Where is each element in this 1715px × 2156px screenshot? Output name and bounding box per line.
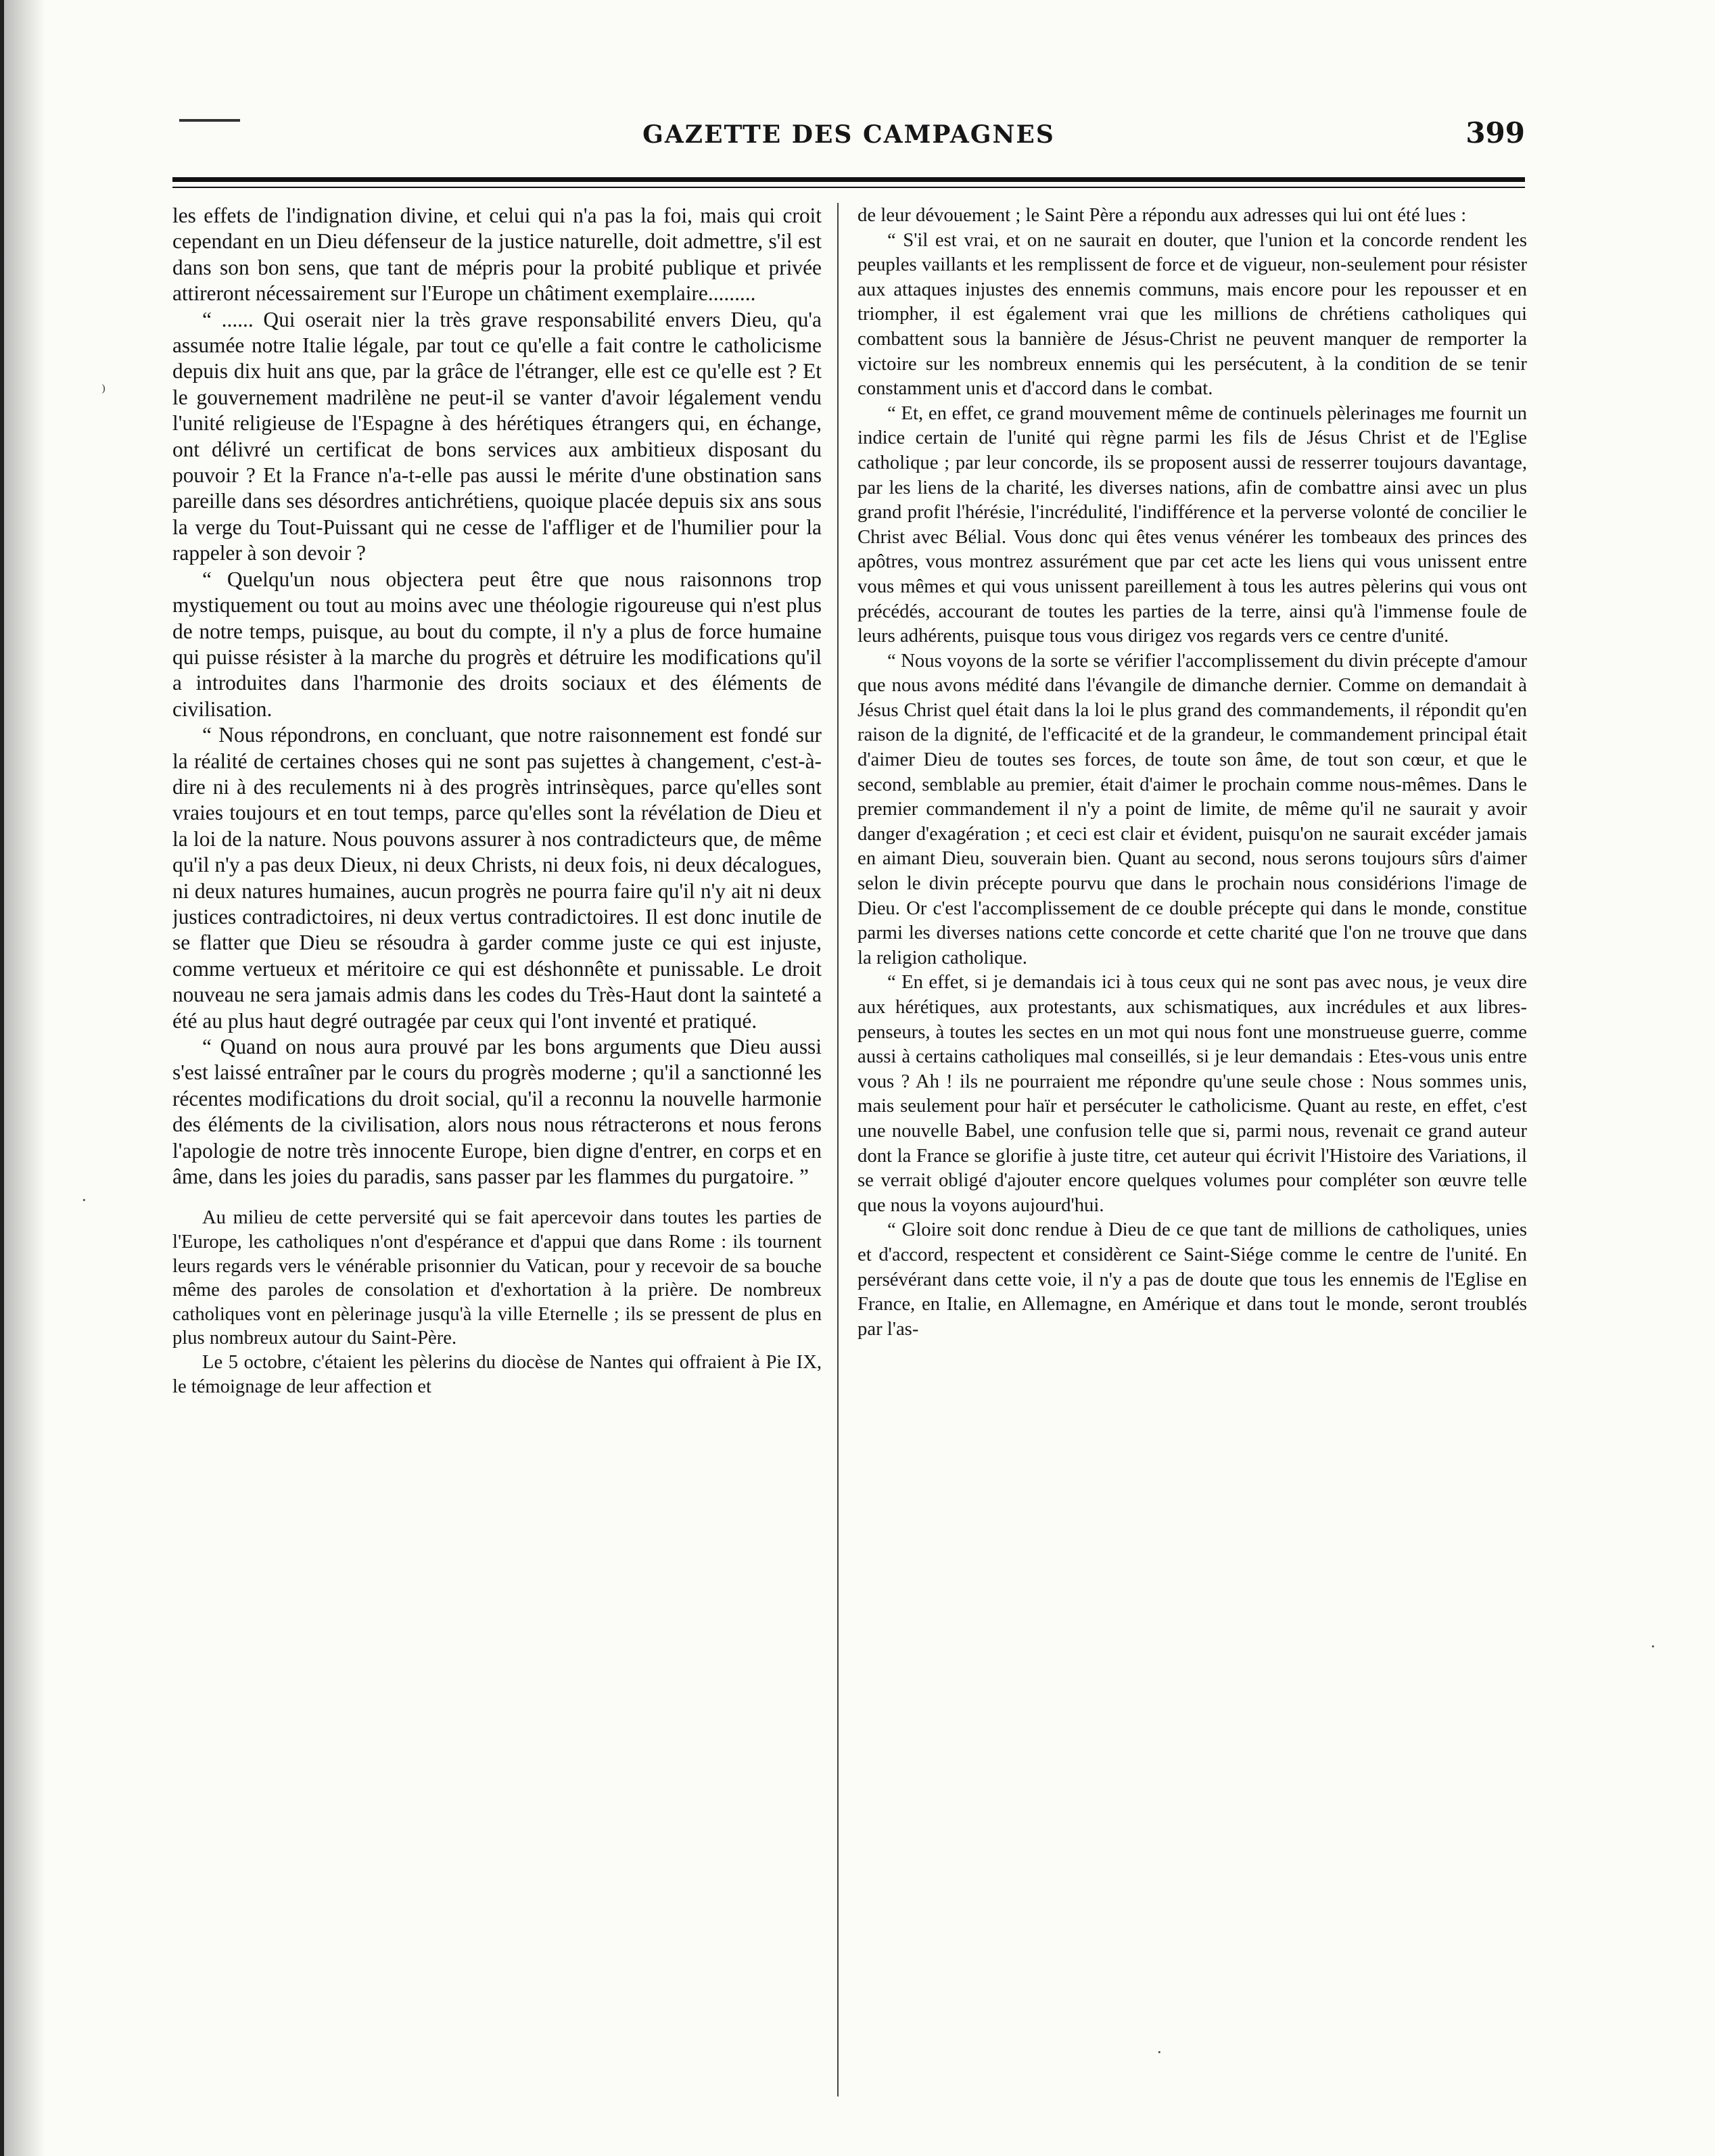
paragraph: “ Et, en effet, ce grand mouvement même de continuels pèlerinages me fournit un indice certain de l'unité qui règne parmi les fils de Jésus Christ et de l'Eglise catholique ; par leur concorde, ils se proposent aussi de resserrer toujours davantage, par les liens de la charité, les diverses nations, afin de combattre ainsi avec un plus grand profit l'hérésie, l'incrédulité, l'indifférence et la perverse volonté de concilier le Christ avec Bélial. Vous donc qui êtes venus vénérer les tombeaux des princes des apôtres, vous montrez assurément que par cet acte les liens qui vous unissent entre vous mêmes et qui vous unissent pareillement à tous les autres pèlerins qui vous ont précédés, accourant de toutes les parties de la terre, ainsi qu'à l'immense foule de leurs adhérents, puisque tous vous dirigez vos regards vers ce centre d'unité. [858,402,1527,647]
paragraph: les effets de l'indignation divine, et celui qui n'a pas la foi, mais qui croit cependant en un Dieu défenseur de la justice naturelle, doit admettre, s'il est dans son bon sens, que tant de mépris pour la probité publique et privée attireront nécessairement sur l'Europe un châtiment exemplaire......... [172,204,822,306]
paragraph: de leur dévouement ; le Saint Père a répondu aux adresses qui lui ont été lues : [858,204,1467,226]
header-rule-thin [172,187,1525,188]
paragraph: “ Quelqu'un nous objectera peut être que nous raisonnons trop mystiquement ou tout au moins avec une théologie rigoureuse qui n'est plus de notre temps, puisque, au bout du compte, il n'y a plus de force humaine qui puisse résister à la marche du progrès et détruire les modifications qu'il a introduites dans l'harmonie des droits sociaux et des éléments de civilisation. [172,567,822,721]
paragraph: “ Gloire soit donc rendue à Dieu de ce que tant de millions de catholiques, unies et d'accord, respectent et considèrent ce Saint-Siége comme le centre de l'unité. En persévérant dans cette voie, il n'y a pas de doute que tous les ennemis de l'Eglise en France, en Italie, en Allemagne, en Amérique et dans tout le monde, seront troublés par l'as- [858,1219,1527,1340]
ink-speck: · [81,1190,87,1210]
ink-speck: · [1156,2042,1162,2062]
paragraph: “ En effet, si je demandais ici à tous ceux qui ne sont pas avec nous, je veux dire aux hérétiques, aux protestants, aux schismatiques, aux incrédules et aux libres-penseurs, à toutes les sectes en un mot qui nous font une monstrueuse guerre, comme aussi à certains catholiques mal conseillés, si je leur demandais : Etes-vous unis entre vous ? Ah ! ils ne pourraient me répondre qu'une seule chose : Nous sommes unis, mais seulement pour haïr et persécuter le catholicisme. Quant au reste, en effet, c'est une nouvelle Babel, une confusion telle que si, parmi nous, revenait ce grand auteur dont la France se glorifie à juste titre, cet auteur qui écrivit l'Histoire des Variations, il se verrait obligé d'ajouter encore quelques volumes pour compléter son œuvre telle que nous la voyons aujourd'hui. [858,971,1527,1216]
ink-speck: ⁾ [101,382,106,402]
paragraph: “ S'il est vrai, et on ne saurait en douter, que l'union et la concorde rendent les peuples vaillants et les remplissent de force et de vigueur, non-seulement pour résister aux attaques injustes des ennemis communs, mais encore pour les repousser et en triompher, il est également vrai que les millions de chrétiens catholiques qui combattent sous la bannière de Jésus-Christ ne peuvent manquer de remporter la victoire sur les nombreux ennemis qui les persécutent, à la condition de se tenir constamment unis et d'accord dans le combat. [858,229,1527,400]
column-divider [837,203,839,2096]
header-rule-thick [172,177,1525,182]
paragraph: “ Quand on nous aura prouvé par les bons arguments que Dieu aussi s'est laissé entraîner par le cours du progrès moderne ; qu'il a sanctionné les récentes modifications du droit social, qu'il a reconnu la nouvelle harmonie des éléments de la civilisation, alors nous nous rétracterons et nous ferons l'apologie de notre très innocente Europe, bien digne d'entrer, en corps et en âme, dans les joies du paradis, sans passer par les flammes du purgatoire. ” [172,1035,822,1189]
page-binding-edge [0,0,45,2156]
paragraph: Au milieu de cette perversité qui se fait apercevoir dans toutes les parties de l'Europe, les catholiques n'ont d'espérance et d'appui que dans Rome : ils tournent leurs regards vers le vénérable prisonnier du Vatican, pour y recevoir de sa bouche même des paroles de consolation et d'exhortation à la prière. De nombreux catholiques vont en pèlerinage jusqu'à la ville Eternelle ; ils se pressent de plus en plus nombreux autour du Saint-Père. [172,1207,822,1349]
page-number: 399 [1465,116,1525,149]
running-title: GAZETTE DES CAMPAGNES [642,120,1055,149]
paragraph: Le 5 octobre, c'étaient les pèlerins du diocèse de Nantes qui offraient à Pie IX, le témoignage de leur affection et [172,1352,822,1397]
paragraph: “ Nous voyons de la sorte se vérifier l'accomplissement du divin précepte d'amour que nous avons médité dans l'évangile de dimanche dernier. Comme on demandait à Jésus Christ quel était dans la loi le plus grand des commandements, il répondit qu'en raison de la dignité, de l'efficacité et de la grandeur, le commandement principal était d'aimer Dieu de toutes ses forces, de toute son âme, de tout son cœur, et que le second, semblable au premier, était d'aimer le prochain comme nous-mêmes. Dans le premier commandement il n'y a point de limite, de même qu'il ne saurait y avoir danger d'exagération ; et ceci est clair et évident, puisqu'on ne saurait excéder jamais en aimant Dieu, souverain bien. Quant au second, nous serons toujours sûrs d'aimer selon le divin précepte pourvu que dans le prochain nous considérions l'image de Dieu. Or c'est l'accomplissement de ce double précepte qui dans le monde, constitue parmi les diverses nations cette concorde et cette charité que l'on ne trouve que dans la religion catholique. [858,649,1527,968]
paragraph: “ Nous répondrons, en concluant, que notre raisonnement est fondé sur la réalité de certaines choses qui ne sont pas sujettes à changement, c'est-à-dire ni à des reculements ni à des progrès intrinsèques, parce qu'elles sont vraies toujours et en tout temps, parce qu'elles sont la révélation de Dieu et la loi de la nature. Nous pouvons assurer à nos contradicteurs que, de même qu'il n'y a pas deux Dieux, ni deux Christs, ni deux fois, ni deux décalogues, ni deux natures humaines, aucun progrès ne pourra faire qu'il n'y ait ni deux justices contradictoires, ni deux vertus contradictoires. Il est donc inutile de se flatter que Dieu se résoudra à garder comme juste ce qui est injuste, comme vertueux et méritoire ce qui est déshonnête et punissable. Le droit nouveau ne sera jamais admis dans les codes du Très-Haut dont la sainteté a été au plus haut degré outragée par ceux qui l'ont inventé et pratiqué. [172,723,822,1033]
ink-speck: · [1650,1637,1656,1656]
left-column [172,203,822,2090]
paragraph: “ ...... Qui oserait nier la très grave responsabilité envers Dieu, qu'a assumée notre Italie légale, par tout ce qu'elle a fait contre le catholicisme depuis dix huit ans que, par la grâce de l'étranger, elle est ce qu'elle est ? Et le gouvernement madrilène ne peut-il se vanter d'avoir légalement vendu l'unité religieuse de l'Espagne à des hérétiques étrangers qui, en échange, ont délivré un certificat de bons services aux ambitieux disposant du pouvoir ? Et la France n'a-t-elle pas aussi le mérite d'une obstination sans pareille dans ses désordres antichrétiens, quoique placée depuis six ans sous la verge du Tout-Puissant qui ne cesse de l'affliger et de l'humilier pour la rappeler à son devoir ? [172,307,822,565]
right-column [858,203,1527,2090]
page-header [172,115,1525,156]
